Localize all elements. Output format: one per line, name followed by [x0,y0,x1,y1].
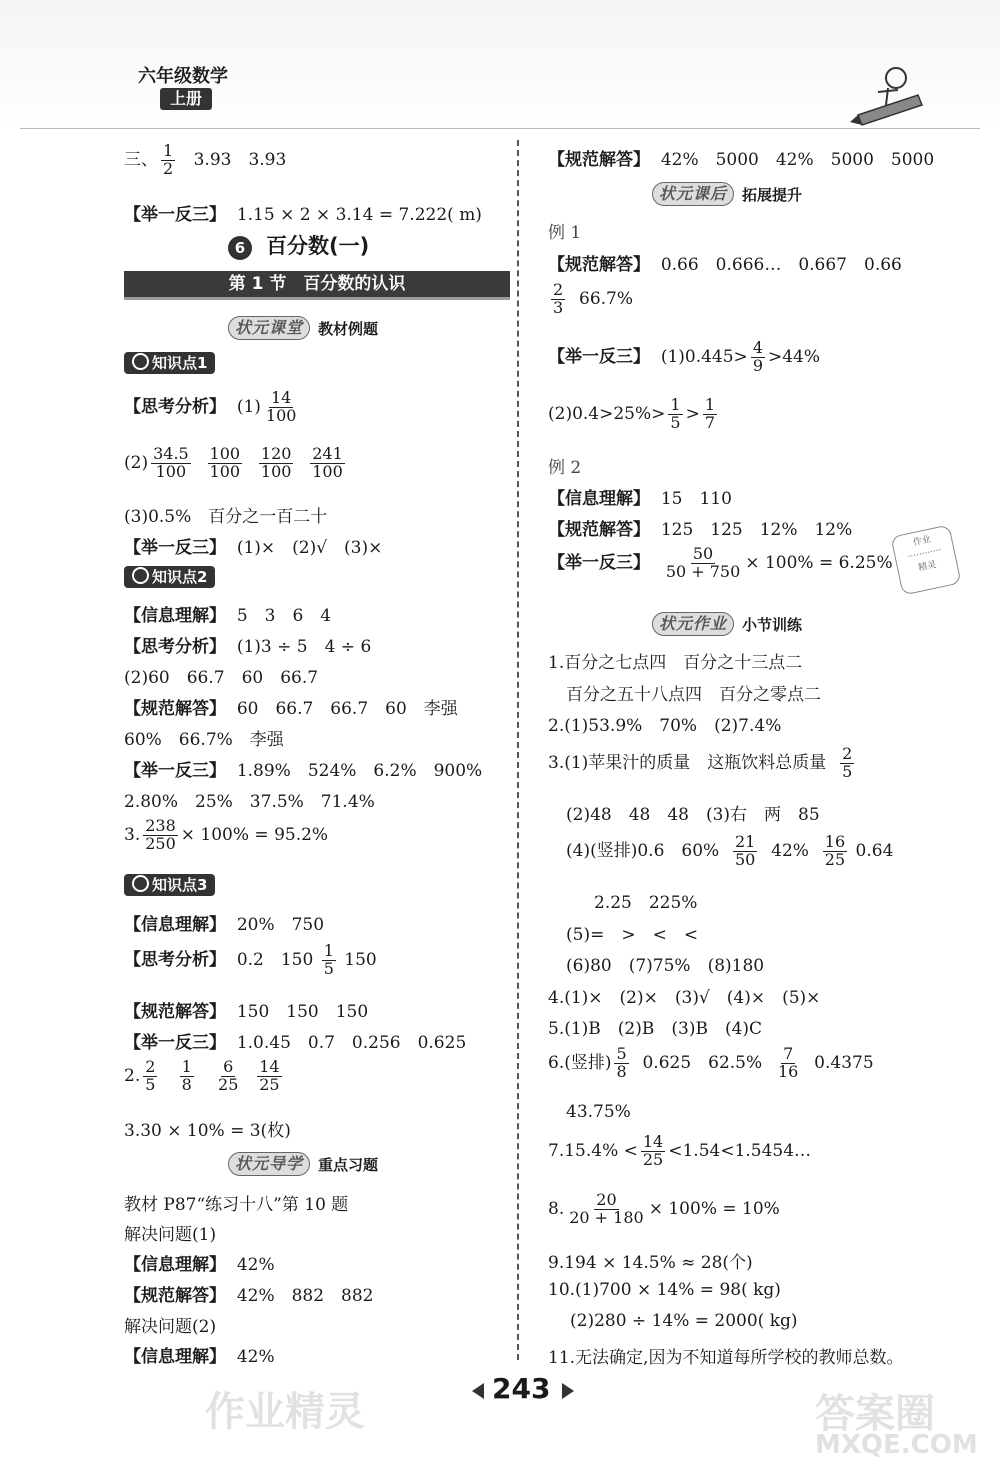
hw-3c: (4)(竖排)0.6 60% $\frac{21}{50}$ 42% $\frac{16}{25}$ 0.64 [566,832,894,869]
xinxi-2: 【信息理解】 5 3 6 4 [124,606,332,626]
xinxi-r5: 【信息理解】 15 110 [548,489,732,509]
hw-3e: (5)= > < < [566,925,699,945]
chapter-title: 6 百分数(一) [228,230,369,260]
header-rule [20,128,980,129]
jufan-4c: 3.30 × 10% = 3(枚) [124,1121,291,1141]
line-r4: (2)0.4>25%> $\frac{1}{5}$ > $\frac{1}{7}$ [548,395,716,432]
sikao-1: 【思考分析】 (1) $\frac{14}{100}$ [124,388,297,425]
xinxi-q1: 【信息理解】 42% [124,1255,275,1275]
next-arrow-icon [562,1383,574,1399]
line-3: (3)0.5% 百分之一百二十 [124,507,328,527]
line-r2b: $\frac{2}{3}$ 66.7% [553,280,634,317]
hw-2: 2.(1)53.9% 70% (2)7.4% [548,716,782,736]
jufan-3b: 2.80% 25% 37.5% 71.4% [124,792,375,812]
hw-5: 5.(1)B (2)B (3)B (4)C [548,1019,763,1039]
jufan-1: 【举一反三】 1.15 × 2 × 3.14 = 7.222( m) [124,205,482,225]
sikao-3: 【思考分析】 0.2 150 $\frac{1}{5}$ 150 [124,941,377,978]
hw-6b: 43.75% [566,1102,631,1122]
knowledge-point-1: 知识点1 [124,352,215,374]
problem-1: 解决问题(1) [124,1225,217,1245]
jufan-r3: 【举一反三】 (1)0.445> $\frac{4}{9}$ >44% [548,338,821,375]
mascot-pencil-icon [848,60,928,130]
hw-6: 6.(竖排) $\frac{5}{8}$ 0.625 62.5% $\frac{7}{16}$ 0.4375 [548,1044,874,1081]
hw-11: 11.无法确定,因为不知道每所学校的教师总数。 [548,1348,904,1368]
badge-classroom: 状元课堂 教材例题 [228,316,378,340]
problem-2: 解决问题(2) [124,1317,217,1337]
jufan-3: 【举一反三】 1.89% 524% 6.2% 900% [124,761,483,781]
guifan-r6: 【规范解答】 125 125 12% 12% [548,520,853,540]
guifan-3: 【规范解答】 150 150 150 [124,1002,369,1022]
hw-10b: (2)280 ÷ 14% = 2000( kg) [570,1311,798,1331]
sikao-2: 【思考分析】 (1)3 ÷ 5 4 ÷ 6 [124,637,372,657]
volume-label: 上册 [160,88,212,110]
knowledge-point-3: 知识点3 [124,874,215,896]
line-san: 三、 $\frac{1}{2}$ 3.93 3.93 [124,141,287,178]
watermark-logo: 答案圈 [815,1391,935,1437]
column-divider [517,140,519,1360]
section-bar: 第 1 节 百分数的认识 [124,271,510,300]
hw-8: 8. $\frac{20}{20 + 180}$ × 100% = 10% [548,1190,780,1227]
textbook-ref: 教材 P87“练习十八”第 10 题 [124,1195,349,1215]
example-1: 例 1 [548,223,582,243]
jufan-4b: 2. $\frac{2}{5}$ $\frac{1}{8}$ $\frac{6}{25}$ $\frac{14}{25}$ [124,1057,280,1094]
example-2: 例 2 [548,458,582,478]
jufan-r7: 【举一反三】 $\frac{50}{50 + 750}$ × 100% = 6.25% [548,544,893,581]
guifan-q1: 【规范解答】 42% 882 882 [124,1286,374,1306]
sikao-2b: (2)60 66.7 60 66.7 [124,668,319,688]
xinxi-q2: 【信息理解】 42% [124,1347,275,1367]
hw-4: 4.(1)× (2)× (3)√ (4)× (5)× [548,988,821,1008]
guifan-r2: 【规范解答】 0.66 0.666… 0.667 0.66 [548,255,902,275]
prev-arrow-icon [472,1383,484,1399]
hw-7: 7.15.4% < $\frac{14}{25}$ <1.54<1.5454… [548,1132,812,1169]
guifan-2b: 60% 66.7% 李强 [124,730,284,750]
xinxi-3: 【信息理解】 20% 750 [124,915,325,935]
hw-1b: 百分之五十八点四 百分之零点二 [566,685,821,705]
hw-3d: 2.25 225% [594,893,698,913]
grade-title: 六年级数学 [138,66,228,87]
watermark-text: 作业精灵 [205,1389,365,1435]
badge-guide: 状元导学 重点习题 [228,1152,378,1176]
hw-3f: (6)80 (7)75% (8)180 [566,956,765,976]
guifan-2: 【规范解答】 60 66.7 66.7 60 李强 [124,699,458,719]
line-fracs-2: (2) $\frac{34.5}{100}$ $\frac{100}{100}$ $\frac{120}{100}$ $\frac{241}{100}$ [124,444,343,481]
chapter-number: 6 [228,236,252,260]
guifan-r1: 【规范解答】 42% 5000 42% 5000 5000 [548,150,935,170]
jufan-2: 【举一反三】 (1)× (2)√ (3)× [124,538,383,558]
jufan-3c: 3. $\frac{238}{250}$ × 100% = 95.2% [124,816,329,853]
hw-3: 3.(1)苹果汁的质量 这瓶饮料总质量 $\frac{2}{5}$ [548,744,853,781]
homework-stamp-icon: 作业 ············ 精灵 [890,524,961,595]
watermark-url: MXQE.COM [815,1430,978,1460]
hw-3b: (2)48 48 48 (3)右 两 85 [566,805,820,825]
hw-9: 9.194 × 14.5% ≈ 28(个) [548,1253,753,1273]
knowledge-point-2: 知识点2 [124,566,215,588]
badge-after-class: 状元课后 拓展提升 [652,182,802,206]
jufan-4: 【举一反三】 1.0.45 0.7 0.256 0.625 [124,1033,467,1053]
badge-homework: 状元作业 小节训练 [652,612,802,636]
hw-1: 1.百分之七点四 百分之十三点二 [548,653,803,673]
hw-10: 10.(1)700 × 14% = 98( kg) [548,1280,781,1300]
page-number: 243 [492,1372,551,1405]
